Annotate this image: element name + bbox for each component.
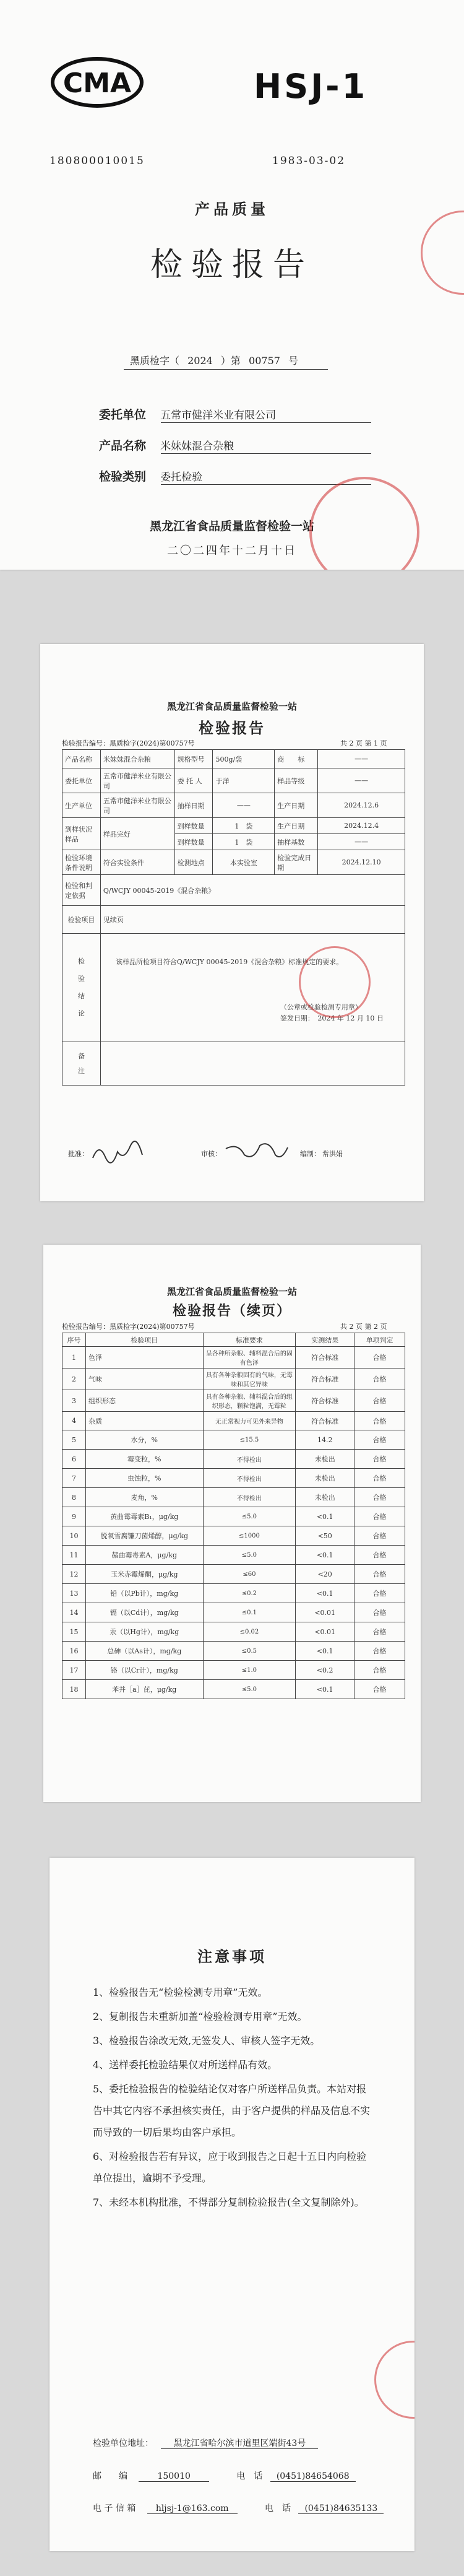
table-row <box>62 1680 405 1699</box>
cell: 杂质 <box>85 1412 203 1430</box>
cell: 合格 <box>354 1661 405 1680</box>
cell: 赭曲霉毒素A，μg/kg <box>85 1546 203 1565</box>
table-row <box>62 1622 405 1642</box>
cell: ≤0.2 <box>203 1584 296 1603</box>
header-cell: 标准要求 <box>203 1333 296 1347</box>
cell: 符合标准 <box>296 1347 354 1368</box>
report-number: 检验报告编号：黑质检字(2024)第00757号 <box>62 739 195 747</box>
issue-date: 签发日期： 2024 年 12 月 10 日 <box>280 1014 384 1022</box>
red-seal-edge <box>374 2341 415 2419</box>
cell: 16 <box>62 1642 86 1661</box>
cell: 检测地点 <box>174 850 213 875</box>
report-title: 检验报告（续页） <box>172 1303 291 1319</box>
report-title: 检验报告 <box>199 719 265 737</box>
cell: 18 <box>62 1680 86 1699</box>
report-no-suffix: 号 <box>288 355 299 367</box>
cell: —— <box>318 750 405 768</box>
cell <box>62 1042 101 1086</box>
editor-name: 常洪娟 <box>322 1150 343 1158</box>
tel-value: (0451)84654068 <box>270 2471 356 2482</box>
cell: 合格 <box>354 1390 405 1412</box>
cell: 本实验室 <box>213 850 275 875</box>
cell: 合格 <box>354 1430 405 1450</box>
cell: 抽样基数 <box>275 834 318 850</box>
cell: 符合标准 <box>296 1368 354 1390</box>
notice-item: 3、检验报告涂改无效,无签发人、审核人签字无效。 <box>93 2035 320 2047</box>
cell: 不得检出 <box>203 1488 296 1507</box>
cell: 委托单位 <box>62 768 101 793</box>
cert-number: 180800010015 <box>49 155 145 167</box>
cell: <0.01 <box>296 1603 354 1622</box>
cell: 符合标准 <box>296 1412 354 1430</box>
cell: 生产单位 <box>62 793 101 818</box>
cell: 合格 <box>354 1680 405 1699</box>
notice-item: 1、检验报告无“检验检测专用章”无效。 <box>93 1986 268 1998</box>
cover-field-client <box>99 406 377 422</box>
cell: 五常市健洋米业有限公司 <box>100 793 174 818</box>
report-no: 00757 <box>249 355 280 367</box>
hsj-logo: HSJ-1 <box>254 67 368 106</box>
cell: 呈各种所杂粮、辅料混合后的固有色泽 <box>203 1347 296 1368</box>
cell: 检验完成日期 <box>275 850 318 875</box>
cell: 霉变粒，% <box>85 1450 203 1469</box>
cell: 合格 <box>354 1368 405 1390</box>
cell: <0.01 <box>296 1622 354 1642</box>
cell: <0.1 <box>296 1507 354 1526</box>
cell: 组织形态 <box>85 1390 203 1412</box>
cell: <0.2 <box>296 1661 354 1680</box>
reviewer-signature <box>223 1136 291 1167</box>
field-value: 委托检验 <box>160 471 203 484</box>
cell: ≤0.02 <box>203 1622 296 1642</box>
cell: <0.1 <box>296 1546 354 1565</box>
cell: 12 <box>62 1565 86 1584</box>
cell: 17 <box>62 1661 86 1680</box>
editor-label: 编制： <box>300 1150 320 1158</box>
cell: ≤1000 <box>203 1526 296 1546</box>
field-label: 委托单位 <box>99 408 147 422</box>
cover-title: 检验报告 <box>150 246 314 284</box>
cell: ≤15.5 <box>203 1430 296 1450</box>
cell: 14.2 <box>296 1430 354 1450</box>
report-number-underline <box>124 369 328 370</box>
table-row <box>62 1603 405 1622</box>
cell: 见续页 <box>100 906 405 934</box>
field-value: 米妹妹混合杂粮 <box>160 440 234 453</box>
cell: 合格 <box>354 1603 405 1622</box>
cell: 到样数量 <box>174 818 213 834</box>
contact-line-2 <box>93 2502 384 2514</box>
results-table <box>62 1333 405 1699</box>
header-cell: 单项判定 <box>354 1333 405 1347</box>
cell: 11 <box>62 1546 86 1565</box>
cell: ≤0.1 <box>203 1603 296 1622</box>
cell: <20 <box>296 1565 354 1584</box>
cell: 符合实验条件 <box>100 850 174 875</box>
cell: 500g/袋 <box>213 750 275 768</box>
address-line <box>93 2437 318 2449</box>
report-no-label: 黑质检字（ <box>130 355 180 367</box>
cell: 合格 <box>354 1488 405 1507</box>
table-row <box>62 1526 405 1546</box>
table-row <box>62 818 405 834</box>
cell: 7 <box>62 1469 86 1488</box>
table-row <box>62 793 405 818</box>
cell: 15 <box>62 1622 86 1642</box>
table-row <box>62 1661 405 1680</box>
cell: 检验和判定依据 <box>62 875 101 906</box>
table-row <box>62 1507 405 1526</box>
cell: 镉（以Cd计），mg/kg <box>85 1603 203 1622</box>
conclusion-text: 该样品所检项目符合Q/WCJY 00045-2019《混合杂粮》标准规定的要求。 <box>115 958 343 966</box>
notice-title: 注意事项 <box>197 1947 267 1965</box>
address-label: 检验单位地址： <box>93 2439 153 2448</box>
cell: 不得检出 <box>203 1469 296 1488</box>
cell: 样品完好 <box>100 818 174 850</box>
report-org: 黑龙江省食品质量监督检验一站 <box>166 701 297 712</box>
cell: 5 <box>62 1430 86 1450</box>
table-row <box>62 1469 405 1488</box>
cell: <0.1 <box>296 1680 354 1699</box>
report-number-line <box>130 353 298 367</box>
reviewer-label: 审核： <box>201 1150 221 1158</box>
cell: 1 <box>62 1347 86 1368</box>
table-row <box>62 1565 405 1584</box>
cell: 麦角，% <box>85 1488 203 1507</box>
table-row <box>62 1390 405 1412</box>
cell: 2024.12.10 <box>318 850 405 875</box>
cover-field-type <box>99 468 377 484</box>
report-info-table <box>62 749 405 1086</box>
cell: 脱氧雪腐镰刀菌烯醇，μg/kg <box>85 1526 203 1546</box>
fax-value: (0451)84635133 <box>298 2504 384 2514</box>
notice-item: 6、对检验报告若有异议，应于收到报告之日起十五日内向检验单位提出，逾期不予受理。 <box>93 2151 367 2184</box>
cell: 商 标 <box>275 750 318 768</box>
cell: 规格型号 <box>174 750 213 768</box>
cell: —— <box>213 793 275 818</box>
report-org: 黑龙江省食品质量监督检验一站 <box>166 1286 297 1297</box>
cell: 总砷（以As计），mg/kg <box>85 1642 203 1661</box>
cover-field-underline <box>161 453 371 454</box>
cell: ≤5.0 <box>203 1507 296 1526</box>
cell: 水分，% <box>85 1430 203 1450</box>
table-row <box>62 768 405 793</box>
cell: 未检出 <box>296 1450 354 1469</box>
cell: 合格 <box>354 1469 405 1488</box>
fax-label: 电 话 <box>264 2504 291 2513</box>
contact-line-1 <box>93 2469 356 2482</box>
cell: 8 <box>62 1488 86 1507</box>
table-row <box>62 1042 405 1086</box>
report-page-1 <box>40 644 424 1201</box>
cell: 10 <box>62 1526 86 1546</box>
report-no-mid: ）第 <box>220 355 241 367</box>
table-row <box>62 750 405 768</box>
cell: 检验项目 <box>62 906 101 934</box>
cell: 铬（以Cr计），mg/kg <box>85 1661 203 1680</box>
cell: 汞（以Hg计），mg/kg <box>85 1622 203 1642</box>
cell: 1 袋 <box>213 818 275 834</box>
table-row <box>62 1488 405 1507</box>
cell: 具有各种杂粮、辅料混合后的组织形态，颗粒饱满，无霉粒 <box>203 1390 296 1412</box>
cell: 不得检出 <box>203 1450 296 1469</box>
table-row <box>62 1412 405 1430</box>
cell: 生产日期 <box>275 818 318 834</box>
cell: 合格 <box>354 1584 405 1603</box>
cell: 3 <box>62 1390 86 1412</box>
cell: 13 <box>62 1584 86 1603</box>
cell: 铅（以Pb计），mg/kg <box>85 1584 203 1603</box>
conclusion-label: 检验结论 <box>77 957 85 1017</box>
notice-list <box>93 1982 371 2216</box>
cell: ≤5.0 <box>203 1680 296 1699</box>
cell: ≤60 <box>203 1565 296 1584</box>
cell: 于洋 <box>213 768 275 793</box>
header-cell: 实测结果 <box>296 1333 354 1347</box>
cell: 苯并［a］芘，μg/kg <box>85 1680 203 1699</box>
cma-logo-text: CMA <box>62 67 132 99</box>
cell: 合格 <box>354 1347 405 1368</box>
cell: 虫蚀粒，% <box>85 1469 203 1488</box>
cell: 米妹妹混合杂粮 <box>100 750 174 768</box>
cell: ≤5.0 <box>203 1546 296 1565</box>
report-page-2 <box>43 1245 421 1802</box>
table-row <box>62 1430 405 1450</box>
notice-item: 4、送样委托检验结果仅对所送样品有效。 <box>93 2059 278 2071</box>
cell: 到样数量 <box>174 834 213 850</box>
table-row <box>62 906 405 934</box>
cell: 4 <box>62 1412 86 1430</box>
cell: 产品名称 <box>62 750 101 768</box>
cell: 合格 <box>354 1546 405 1565</box>
results-body <box>62 1347 405 1699</box>
cell: 2024.12.6 <box>318 793 405 818</box>
email-value: hljsj-1@163.com <box>147 2504 238 2514</box>
header-cell: 序号 <box>62 1333 86 1347</box>
cell: 具有各种杂粮固有的气味，无霉味和其它异味 <box>203 1368 296 1390</box>
cell: —— <box>318 834 405 850</box>
cell: 合格 <box>354 1412 405 1430</box>
red-seal-stamp <box>299 946 371 1018</box>
approver-signature <box>90 1139 145 1167</box>
cell: 合格 <box>354 1622 405 1642</box>
cell: 生产日期 <box>275 793 318 818</box>
cell: 委 托 人 <box>174 768 213 793</box>
notice-item: 7、未经本机构批准，不得部分复制检验报告(全文复制除外)。 <box>93 2196 364 2208</box>
cell: 符合标准 <box>296 1390 354 1412</box>
cell: 合格 <box>354 1565 405 1584</box>
notice-item: 5、委托检验报告的检验结论仅对客户所送样品负责。本站对报告中其它内容不承担核实责任，由于客户提供的样品及信息不实而导致的一切后果均由客户承担。 <box>93 2083 371 2138</box>
page-number: 共 2 页 第 2 页 <box>340 1323 387 1331</box>
table-row <box>62 1450 405 1469</box>
field-label: 产品名称 <box>99 439 147 453</box>
cell: ≤1.0 <box>203 1661 296 1680</box>
report-year: 2024 <box>187 355 213 367</box>
cell <box>100 934 405 1042</box>
red-seal-stamp <box>309 477 419 570</box>
cover-kicker: 产品质量 <box>195 200 269 218</box>
cell: 未检出 <box>296 1469 354 1488</box>
cell: 6 <box>62 1450 86 1469</box>
remark-label: 备注 <box>77 1051 85 1075</box>
table-row <box>62 850 405 875</box>
field-value: 五常市健洋米业有限公司 <box>160 409 277 422</box>
cell: 玉米赤霉烯酮，μg/kg <box>85 1565 203 1584</box>
table-row <box>62 1584 405 1603</box>
cell: 到样状况 样品 <box>62 818 101 850</box>
cover-date: 二〇二四年十二月十日 <box>167 544 297 557</box>
cell: <0.1 <box>296 1584 354 1603</box>
cell <box>62 934 101 1042</box>
cell: 未检出 <box>296 1488 354 1507</box>
cell: 色泽 <box>85 1347 203 1368</box>
cell: Q/WCJY 00045-2019《混合杂粮》 <box>100 875 405 906</box>
cover-field-underline <box>161 422 371 423</box>
table-row <box>62 1368 405 1390</box>
cell: 2 <box>62 1368 86 1390</box>
tel-label: 电 话 <box>236 2471 263 2481</box>
cell: <50 <box>296 1526 354 1546</box>
cma-logo <box>51 57 144 108</box>
notice-item: 2、复制报告未重新加盖“检验检测专用章”无效。 <box>93 2011 307 2022</box>
cell: 抽样日期 <box>174 793 213 818</box>
conclusion-stamp-note: （公章或检验检测专用章） <box>280 1003 362 1011</box>
cover-page <box>0 0 464 570</box>
cell: 合格 <box>354 1642 405 1661</box>
cell: <0.1 <box>296 1642 354 1661</box>
cert-date: 1983-03-02 <box>272 155 346 167</box>
email-label: 电 子 信 箱 <box>93 2504 136 2513</box>
cell: 检验环境条件说明 <box>62 850 101 875</box>
cell <box>100 1042 405 1086</box>
header-cell: 检验项目 <box>85 1333 203 1347</box>
zip-value: 150010 <box>139 2471 208 2482</box>
field-label: 检验类别 <box>99 470 147 484</box>
cover-org: 黑龙江省食品质量监督检验一站 <box>149 520 314 533</box>
address-value: 黑龙江省哈尔滨市道里区端街43号 <box>161 2439 318 2449</box>
cell: 2024.12.4 <box>318 818 405 834</box>
table-row <box>62 934 405 1042</box>
cell: 气味 <box>85 1368 203 1390</box>
cell: 样品等级 <box>275 768 318 793</box>
cell: 14 <box>62 1603 86 1622</box>
cell: 1 袋 <box>213 834 275 850</box>
table-row <box>62 1642 405 1661</box>
cell: 9 <box>62 1507 86 1526</box>
cell: —— <box>318 768 405 793</box>
cell: 无正常视力可见外来异物 <box>203 1412 296 1430</box>
report-number: 检验报告编号：黑质检字(2024)第00757号 <box>62 1323 195 1331</box>
zip-label: 邮 编 <box>93 2471 127 2481</box>
page-number: 共 2 页 第 1 页 <box>340 739 387 747</box>
table-row <box>62 1347 405 1368</box>
cover-field-product <box>99 437 377 453</box>
table-row <box>62 875 405 906</box>
cell: ≤0.5 <box>203 1642 296 1661</box>
table-header-row <box>62 1333 405 1347</box>
cell: 黄曲霉毒素B₁，μg/kg <box>85 1507 203 1526</box>
cell: 合格 <box>354 1450 405 1469</box>
cell: 合格 <box>354 1507 405 1526</box>
cell: 五常市健洋米业有限公司 <box>100 768 174 793</box>
approver-label: 批准： <box>68 1150 88 1158</box>
table-row <box>62 1546 405 1565</box>
notice-page <box>49 1858 415 2551</box>
cell: 合格 <box>354 1526 405 1546</box>
